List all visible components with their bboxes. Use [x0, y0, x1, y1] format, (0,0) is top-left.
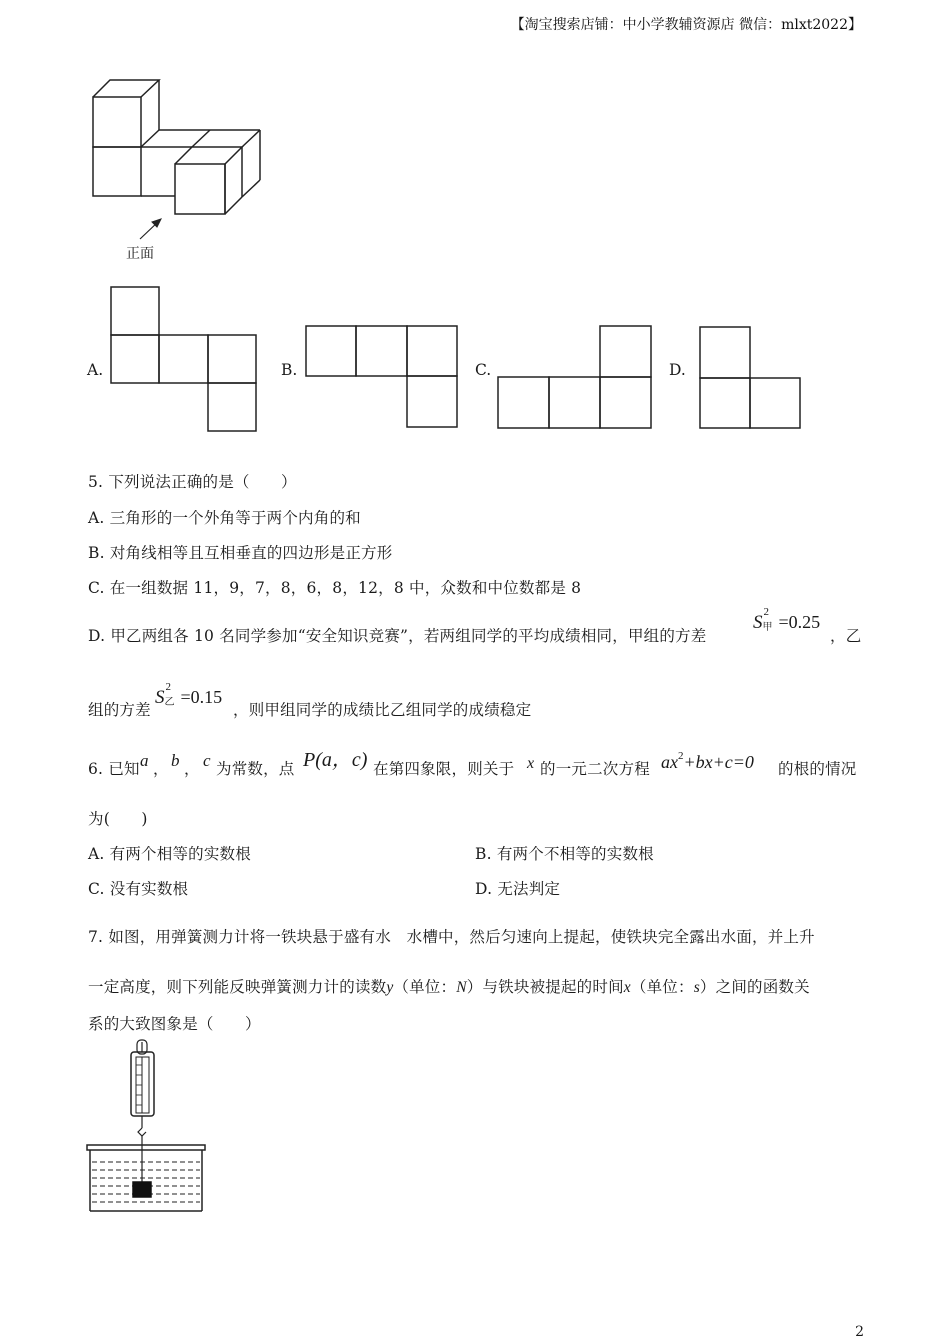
q6-text5: 的根的情况 — [778, 760, 857, 778]
q5-stem: 5. 下列说法正确的是（ ） — [88, 473, 297, 491]
q6-var-b: b — [171, 751, 180, 770]
q4-option-a-label[interactable]: A. — [87, 361, 104, 379]
q5-option-a[interactable]: A. 三角形的一个外角等于两个内角的和 — [88, 509, 361, 527]
q6-text2: 为常数，点 — [216, 760, 295, 778]
q4-option-c-label[interactable]: C. — [475, 361, 492, 379]
variance-formula-yi: S 2 乙 =0.15 — [155, 681, 223, 708]
q6-stem-line2: 为( ) — [88, 810, 148, 828]
q6-var-x: x — [527, 755, 535, 772]
q6-text4: 的一元二次方程 — [540, 760, 650, 778]
front-label: 正面 — [126, 246, 154, 262]
q7-stem-line3: 系的大致图象是（ ） — [88, 1015, 261, 1033]
q4-option-d-label[interactable]: D. — [669, 361, 686, 379]
q6-option-d[interactable]: D. 无法判定 — [475, 880, 561, 898]
quadratic-equation: $ax^2+bx+c=0$ — [661, 750, 754, 772]
q5-option-b[interactable]: B. 对角线相等且互相垂直的四边形是正方形 — [88, 544, 393, 562]
q7-stem-line2: 一定高度，则下列能反映弹簧测力计的读数y（单位：N）与铁块被提起的时间x（单位：s）之间的函数关 — [88, 978, 810, 996]
q6-text3: 在第四象限，则关于 — [373, 760, 515, 778]
q6-var-a: a — [140, 751, 149, 770]
q5-option-c[interactable]: C. 在一组数据 11，9，7，8，6，8，12，8 中，众数和中位数都是 8 — [88, 579, 582, 597]
q4-option-b-label[interactable]: B. — [281, 361, 298, 379]
q6-var-c: c — [203, 751, 211, 770]
q6-option-c[interactable]: C. 没有实数根 — [88, 880, 189, 898]
q5-option-d-text: D. 甲乙两组各 10 名同学参加“安全知识竞赛”，若两组同学的平均成绩相同，甲组的方差 — [88, 627, 707, 645]
q6-option-a[interactable]: A. 有两个相等的实数根 — [88, 845, 251, 863]
q6-stem-line1: 6. 已知 — [88, 760, 140, 778]
q6-option-b[interactable]: B. 有两个不相等的实数根 — [475, 845, 654, 863]
variance-formula-jia: S 2 甲 =0.25 — [753, 606, 821, 633]
q5-option-d-line2-tail: ，则甲组同学的成绩比乙组同学的成绩稳定 — [233, 701, 532, 719]
q6-sep2: ， — [184, 760, 200, 778]
page-number: 2 — [855, 1324, 864, 1340]
page-header: 【淘宝搜索店铺：中小学教辅资源店 微信：mlxt2022】 — [510, 17, 862, 33]
q7-stem-line1: 7. 如图，用弹簧测力计将一铁块悬于盛有水 水槽中，然后匀速向上提起，使铁块完全露出水面，并上升 — [88, 928, 815, 946]
point-p: P(a，c) — [303, 749, 368, 771]
q5-option-d-tail: ，乙 — [830, 627, 862, 645]
q5-option-d-line2: 组的方差 — [88, 701, 151, 719]
q6-sep1: ， — [153, 760, 169, 778]
